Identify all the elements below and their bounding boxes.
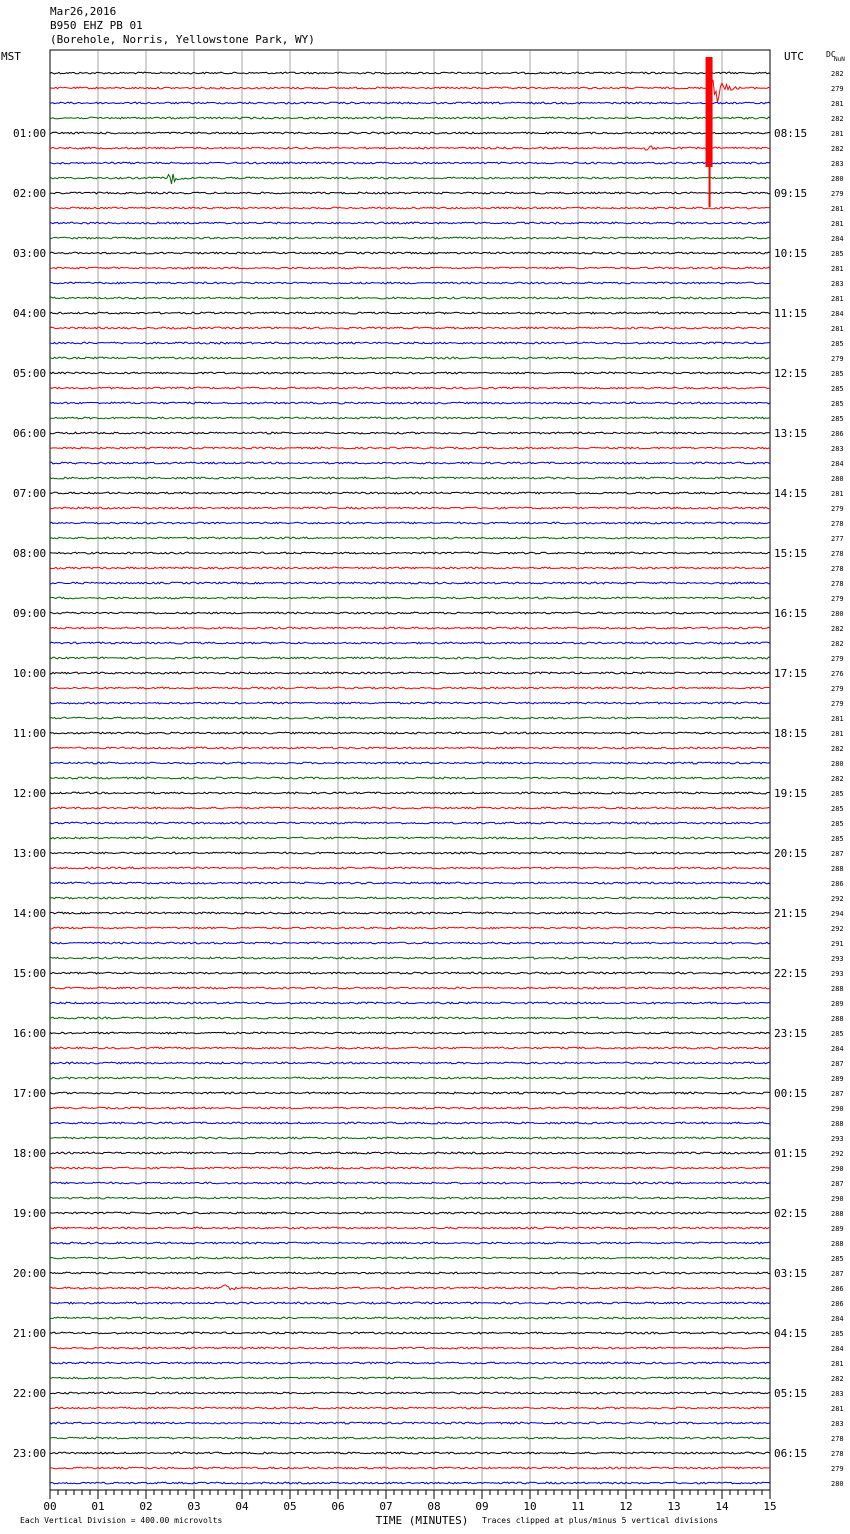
utc-hour-label: 02:15	[774, 1207, 808, 1220]
seismic-trace	[50, 1332, 770, 1334]
dc-offset-label: 286	[831, 1300, 844, 1308]
dc-offset-label: 285	[831, 820, 844, 828]
x-tick-label: 00	[43, 1500, 57, 1513]
seismic-trace	[50, 552, 770, 554]
seismic-trace	[50, 837, 770, 839]
dc-offset-label: 282	[831, 70, 844, 78]
seismic-trace	[50, 987, 770, 989]
utc-hour-label: 08:15	[774, 127, 808, 140]
dc-offset-label: 279	[831, 85, 844, 93]
mst-hour-label: 12:00	[13, 787, 47, 800]
dc-offset-label: 281	[831, 490, 844, 498]
dc-offset-label: 279	[831, 355, 844, 363]
dc-offset-label: 279	[831, 685, 844, 693]
seismic-trace	[50, 282, 770, 284]
seismic-trace	[50, 822, 770, 824]
utc-hour-label: 19:15	[774, 787, 808, 800]
dc-offset-label: 281	[831, 1405, 844, 1413]
dc-offset-label: 278	[831, 580, 844, 588]
seismic-trace	[50, 1482, 770, 1484]
utc-hour-label: 04:15	[774, 1327, 808, 1340]
dc-offset-label: 282	[831, 625, 844, 633]
seismic-trace	[50, 702, 770, 704]
x-tick-label: 08	[427, 1500, 441, 1513]
mst-hour-label: 17:00	[13, 1087, 47, 1100]
seismic-trace	[50, 1377, 770, 1379]
seismic-trace	[50, 1392, 770, 1394]
dc-offset-label: 292	[831, 1150, 844, 1158]
mst-hour-label: 22:00	[13, 1387, 47, 1400]
seismic-trace	[50, 102, 770, 104]
dc-offset-label: 292	[831, 925, 844, 933]
dc-offset-label: 285	[831, 1030, 844, 1038]
seismic-trace	[50, 1182, 770, 1184]
seismic-trace	[50, 597, 770, 599]
x-tick-label: 05	[283, 1500, 297, 1513]
seismic-trace	[50, 627, 770, 629]
seismic-trace	[50, 897, 770, 899]
dc-offset-label: 290	[831, 1195, 844, 1203]
seismic-trace	[50, 1122, 770, 1124]
seismic-trace	[50, 882, 770, 884]
dc-offset-label: 285	[831, 805, 844, 813]
seismic-trace	[50, 417, 770, 419]
utc-hour-label: 21:15	[774, 907, 808, 920]
seismic-trace	[50, 717, 770, 719]
dc-offset-label: 289	[831, 1225, 844, 1233]
dc-offset-label: 288	[831, 1015, 844, 1023]
dc-offset-label: 279	[831, 655, 844, 663]
mst-hour-label: 10:00	[13, 667, 47, 680]
seismic-trace	[50, 387, 770, 389]
seismic-trace	[50, 192, 770, 194]
seismic-trace	[50, 1017, 770, 1019]
dc-offset-label: 282	[831, 115, 844, 123]
dc-offset-label: 285	[831, 250, 844, 258]
seismic-trace	[50, 537, 770, 539]
mst-hour-label: 13:00	[13, 847, 47, 860]
seismic-trace	[50, 912, 770, 914]
dc-offset-label: 277	[831, 535, 844, 543]
dc-offset-label: 289	[831, 1075, 844, 1083]
mst-hour-label: 18:00	[13, 1147, 47, 1160]
mst-hour-label: 19:00	[13, 1207, 47, 1220]
seismic-trace	[50, 1062, 770, 1064]
dc-offset-label: 279	[831, 190, 844, 198]
seismic-trace	[50, 807, 770, 809]
dc-offset-label: 293	[831, 1135, 844, 1143]
mst-hour-label: 06:00	[13, 427, 47, 440]
chart-date: Mar26,2016	[50, 5, 117, 18]
dc-offset-label: 281	[831, 220, 844, 228]
seismic-trace	[50, 162, 770, 164]
seismic-trace	[50, 942, 770, 944]
x-tick-label: 04	[235, 1500, 249, 1513]
dc-offset-label: 279	[831, 700, 844, 708]
chart-station: B950 EHZ PB 01	[50, 19, 143, 32]
dc-offset-label: 286	[831, 880, 844, 888]
seismic-trace	[50, 972, 770, 974]
dc-offset-label: 287	[831, 1180, 844, 1188]
mst-hour-label: 03:00	[13, 247, 47, 260]
seismic-trace	[50, 174, 770, 184]
x-tick-label: 10	[523, 1500, 537, 1513]
dc-offset-label: 284	[831, 1345, 844, 1353]
seismic-trace	[50, 1167, 770, 1169]
mst-hour-label: 21:00	[13, 1327, 47, 1340]
dc-offset-label: 282	[831, 745, 844, 753]
seismic-trace	[50, 1107, 770, 1109]
seismic-trace	[50, 207, 770, 209]
dc-offset-label: 284	[831, 460, 844, 468]
seismic-trace	[50, 1302, 770, 1304]
dc-offset-label: 281	[831, 100, 844, 108]
utc-hour-label: 23:15	[774, 1027, 808, 1040]
mst-axis-label: MST	[1, 50, 21, 63]
dc-offset-label: 280	[831, 475, 844, 483]
dc-offset-label: 278	[831, 550, 844, 558]
dc-offset-label: 284	[831, 1315, 844, 1323]
dc-offset-label: 280	[831, 1480, 844, 1488]
dc-offset-label: 293	[831, 970, 844, 978]
seismic-trace	[50, 612, 770, 614]
dc-offset-label: 287	[831, 1270, 844, 1278]
dc-offset-label: 284	[831, 1045, 844, 1053]
dc-offset-label: 281	[831, 265, 844, 273]
x-tick-label: 11	[571, 1500, 585, 1513]
seismic-trace	[50, 477, 770, 479]
seismic-trace	[50, 687, 770, 689]
dc-offset-label: 286	[831, 430, 844, 438]
dc-offset-label: 281	[831, 715, 844, 723]
dc-offset-label: 283	[831, 280, 844, 288]
seismic-trace	[50, 777, 770, 779]
seismic-trace	[50, 1242, 770, 1244]
seismic-trace	[50, 927, 770, 929]
dc-offset-label: 285	[831, 400, 844, 408]
seismic-trace	[50, 867, 770, 869]
seismic-trace	[50, 1452, 770, 1454]
seismic-trace	[50, 1032, 770, 1034]
utc-hour-label: 09:15	[774, 187, 808, 200]
dc-offset-label: 279	[831, 1465, 844, 1473]
dc-offset-label: 281	[831, 130, 844, 138]
x-tick-label: 01	[91, 1500, 105, 1513]
utc-hour-label: 18:15	[774, 727, 808, 740]
dc-offset-label: 289	[831, 1000, 844, 1008]
seismic-trace	[50, 297, 770, 299]
seismic-trace	[50, 582, 770, 584]
dc-offset-label: 290	[831, 1165, 844, 1173]
dc-offset-label: 283	[831, 445, 844, 453]
mst-hour-label: 07:00	[13, 487, 47, 500]
utc-axis-label: UTC	[784, 50, 804, 63]
dc-offset-label: 292	[831, 895, 844, 903]
dc-offset-label: 281	[831, 295, 844, 303]
seismic-trace	[50, 1285, 770, 1290]
seismic-trace	[50, 852, 770, 854]
utc-hour-label: 06:15	[774, 1447, 808, 1460]
dc-offset-label: 283	[831, 1420, 844, 1428]
mst-hour-label: 09:00	[13, 607, 47, 620]
utc-hour-label: 11:15	[774, 307, 808, 320]
mst-hour-label: 20:00	[13, 1267, 47, 1280]
mst-hour-label: 14:00	[13, 907, 47, 920]
dc-offset-label: 286	[831, 1285, 844, 1293]
seismic-trace	[50, 372, 770, 374]
utc-hour-label: 22:15	[774, 967, 808, 980]
dc-offset-label: 285	[831, 370, 844, 378]
dc-offset-label: 285	[831, 835, 844, 843]
x-tick-label: 13	[667, 1500, 681, 1513]
dc-offset-label: 284	[831, 235, 844, 243]
seismic-trace	[50, 1407, 770, 1409]
seismic-trace	[50, 1047, 770, 1049]
seismic-trace	[50, 237, 770, 239]
seismic-trace	[50, 402, 770, 404]
dc-offset-label: 280	[831, 760, 844, 768]
seismic-trace	[50, 462, 770, 464]
dc-axis-label: DC	[826, 50, 836, 59]
seismic-trace	[50, 1152, 770, 1154]
seismic-trace	[50, 1002, 770, 1004]
x-tick-label: 06	[331, 1500, 345, 1513]
mst-hour-label: 08:00	[13, 547, 47, 560]
mst-hour-label: 05:00	[13, 367, 47, 380]
utc-hour-label: 10:15	[774, 247, 808, 260]
dc-offset-label: 291	[831, 940, 844, 948]
seismic-trace	[50, 72, 770, 74]
clip-note: Traces clipped at plus/minus 5 vertical divisions	[482, 1516, 719, 1525]
seismic-trace	[50, 1467, 770, 1469]
x-tick-label: 15	[763, 1500, 777, 1513]
dc-offset-label: 282	[831, 1375, 844, 1383]
dc-offset-label: 285	[831, 385, 844, 393]
dc-offset-label: 288	[831, 1210, 844, 1218]
seismic-trace	[50, 1362, 770, 1364]
mst-hour-label: 04:00	[13, 307, 47, 320]
dc-offset-label: 290	[831, 1105, 844, 1113]
seismic-trace	[50, 1422, 770, 1424]
seismic-trace	[50, 1197, 770, 1199]
mst-hour-label: 01:00	[13, 127, 47, 140]
x-tick-label: 14	[715, 1500, 729, 1513]
seismic-trace	[50, 567, 770, 569]
utc-hour-label: 12:15	[774, 367, 808, 380]
dc-offset-label: 278	[831, 565, 844, 573]
dc-offset-label: 288	[831, 1120, 844, 1128]
seismic-trace	[50, 1212, 770, 1214]
seismic-trace	[50, 732, 770, 734]
dc-offset-label: 283	[831, 160, 844, 168]
mst-hour-label: 15:00	[13, 967, 47, 980]
dc-offset-label: 285	[831, 415, 844, 423]
x-tick-label: 12	[619, 1500, 633, 1513]
dc-offset-label: 287	[831, 1090, 844, 1098]
seismic-trace	[50, 222, 770, 224]
seismic-trace	[50, 642, 770, 644]
dc-offset-label: 285	[831, 340, 844, 348]
mst-hour-label: 02:00	[13, 187, 47, 200]
x-tick-label: 07	[379, 1500, 393, 1513]
seismic-trace	[50, 342, 770, 344]
seismic-trace	[50, 1092, 770, 1094]
chart-location: (Borehole, Norris, Yellowstone Park, WY)	[50, 33, 315, 46]
utc-hour-label: 01:15	[774, 1147, 808, 1160]
seismic-trace	[50, 132, 770, 134]
seismic-trace	[50, 1137, 770, 1139]
utc-hour-label: 00:15	[774, 1087, 808, 1100]
seismic-trace	[50, 327, 770, 329]
seismic-trace	[50, 252, 770, 254]
dc-offset-label: 281	[831, 205, 844, 213]
seismic-trace	[50, 522, 770, 524]
seismic-trace	[50, 1437, 770, 1439]
x-tick-label: 09	[475, 1500, 489, 1513]
dc-offset-label: 282	[831, 640, 844, 648]
dc-offset-label: 288	[831, 1240, 844, 1248]
dc-offset-label: 278	[831, 520, 844, 528]
dc-offset-label: 288	[831, 985, 844, 993]
utc-hour-label: 20:15	[774, 847, 808, 860]
seismic-trace	[50, 1317, 770, 1319]
dc-offset-label: 288	[831, 865, 844, 873]
mst-hour-label: 16:00	[13, 1027, 47, 1040]
dc-offset-label: 285	[831, 790, 844, 798]
dc-offset-label: 281	[831, 325, 844, 333]
x-tick-label: 02	[139, 1500, 153, 1513]
dc-offset-label: 278	[831, 1450, 844, 1458]
dc-offset-label: 293	[831, 955, 844, 963]
x-axis-title: TIME (MINUTES)	[375, 1514, 469, 1527]
seismic-trace	[50, 762, 770, 764]
seismic-trace	[50, 792, 770, 794]
seismic-trace	[50, 146, 770, 150]
dc-offset-label: 280	[831, 610, 844, 618]
dc-offset-label: 282	[831, 775, 844, 783]
seismic-trace	[50, 312, 770, 314]
dc-axis-sublabel: NuN	[834, 56, 845, 63]
seismic-trace	[50, 117, 770, 119]
dc-offset-label: 283	[831, 1390, 844, 1398]
seismic-trace	[50, 657, 770, 659]
seismic-trace	[50, 447, 770, 449]
seismic-trace	[50, 957, 770, 959]
utc-hour-label: 13:15	[774, 427, 808, 440]
seismic-trace	[50, 507, 770, 509]
dc-offset-label: 285	[831, 1330, 844, 1338]
dc-offset-label: 281	[831, 1360, 844, 1368]
seismic-trace	[50, 432, 770, 434]
utc-hour-label: 05:15	[774, 1387, 808, 1400]
scale-note: Each Vertical Division = 400.00 microvolts	[20, 1516, 223, 1525]
dc-offset-label: 284	[831, 310, 844, 318]
dc-offset-label: 279	[831, 505, 844, 513]
mst-hour-label: 11:00	[13, 727, 47, 740]
dc-offset-label: 280	[831, 175, 844, 183]
seismic-trace	[50, 1272, 770, 1274]
seismic-trace	[50, 747, 770, 749]
utc-hour-label: 03:15	[774, 1267, 808, 1280]
seismic-trace	[50, 492, 770, 494]
seismic-trace	[50, 672, 770, 674]
dc-offset-label: 279	[831, 595, 844, 603]
dc-offset-label: 278	[831, 1435, 844, 1443]
mst-hour-label: 23:00	[13, 1447, 47, 1460]
seismic-trace	[50, 1347, 770, 1349]
utc-hour-label: 16:15	[774, 607, 808, 620]
dc-offset-label: 287	[831, 1060, 844, 1068]
dc-offset-label: 281	[831, 730, 844, 738]
dc-offset-label: 285	[831, 1255, 844, 1263]
seismic-trace	[50, 357, 770, 359]
dc-offset-label: 282	[831, 145, 844, 153]
x-tick-label: 03	[187, 1500, 201, 1513]
dc-offset-label: 287	[831, 850, 844, 858]
utc-hour-label: 15:15	[774, 547, 808, 560]
seismic-trace	[50, 1257, 770, 1259]
dc-offset-label: 294	[831, 910, 844, 918]
dc-offset-label: 276	[831, 670, 844, 678]
utc-hour-label: 14:15	[774, 487, 808, 500]
utc-hour-label: 17:15	[774, 667, 808, 680]
seismic-trace	[50, 1077, 770, 1079]
seismic-trace	[50, 267, 770, 269]
seismic-trace	[50, 1227, 770, 1229]
